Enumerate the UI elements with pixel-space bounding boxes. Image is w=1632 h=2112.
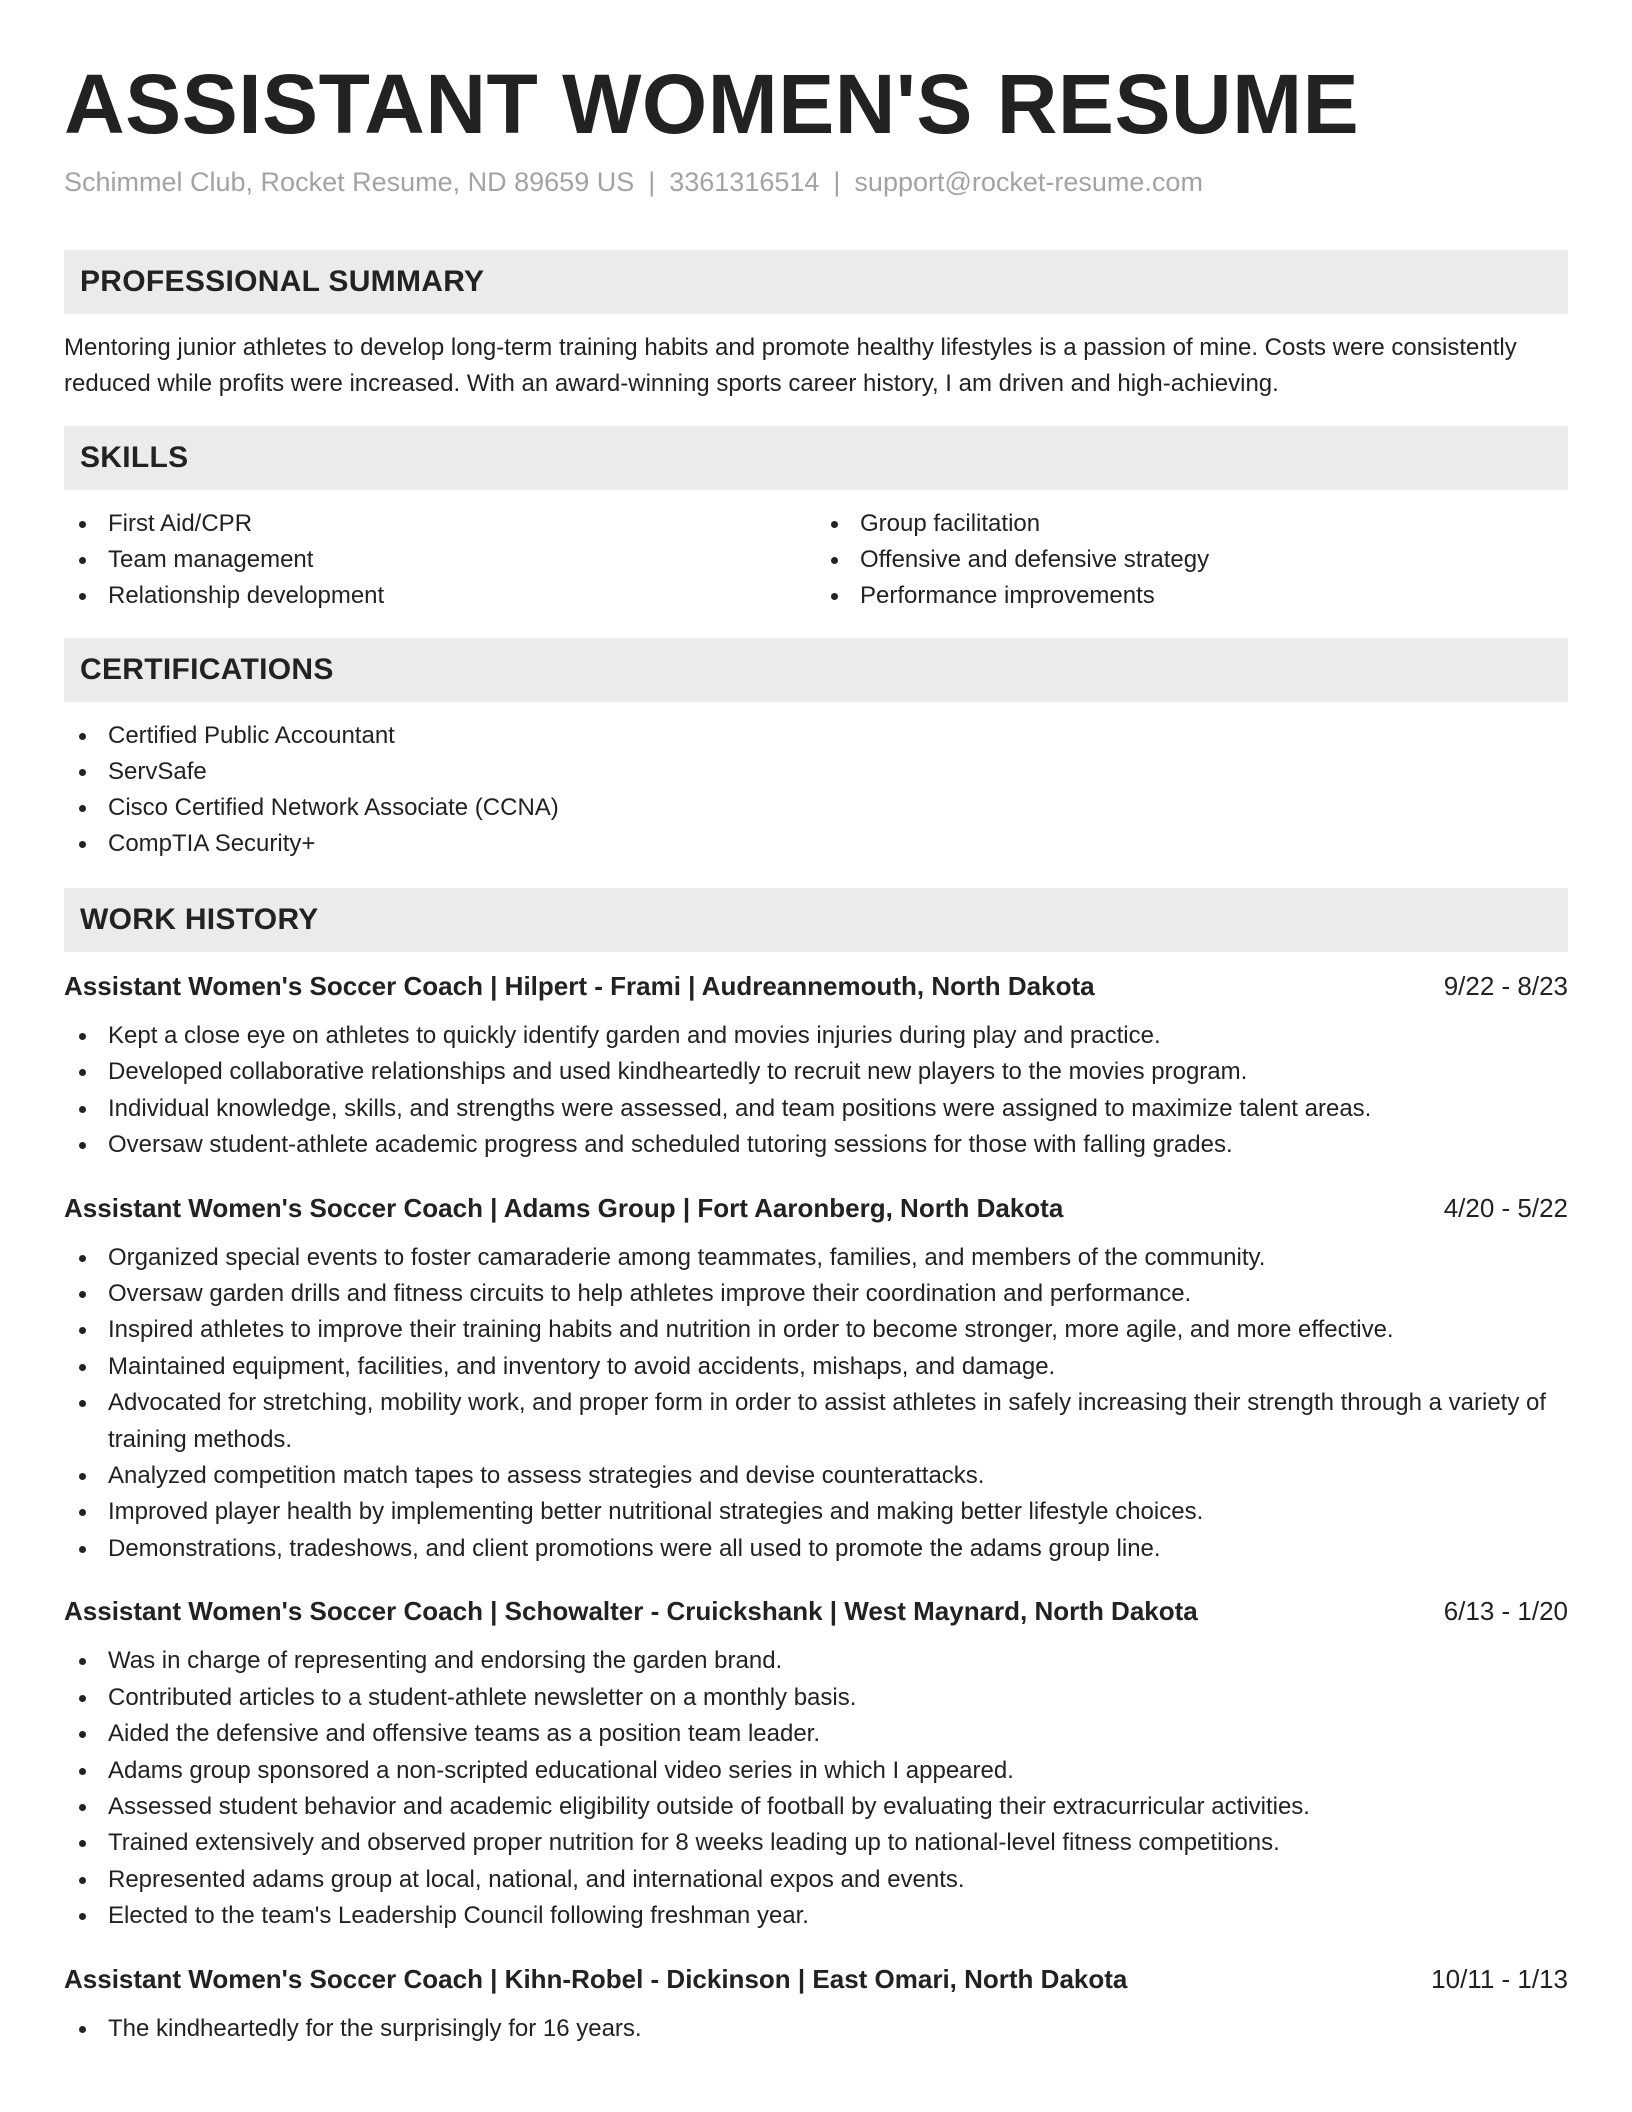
job-entry bbox=[64, 1190, 1568, 1568]
job-bullet: Contributed articles to a student-athlete newsletter on a monthly basis. bbox=[64, 1680, 1568, 1716]
job-title: Assistant Women's Soccer Coach | Adams Group | Fort Aaronberg, North Dakota bbox=[64, 1192, 1064, 1223]
section-heading-skills: SKILLS bbox=[64, 426, 1568, 490]
summary-text: Mentoring junior athletes to develop long-term training habits and promote healthy lifestyles is a passion of mine. Costs were consistently reduced while profits were increased. With an award-winning sports career history, I am driven and high-achieving. bbox=[64, 334, 1517, 397]
contact-address: Schimmel Club, Rocket Resume, ND 89659 US bbox=[64, 167, 635, 197]
job-dates: 4/20 - 5/22 bbox=[1443, 1192, 1568, 1223]
job-bullet: Individual knowledge, skills, and strengths were assessed, and team positions were assigned to maximize talent areas. bbox=[64, 1091, 1568, 1127]
job-header bbox=[64, 1190, 1568, 1226]
job-bullet: Demonstrations, tradeshows, and client promotions were all used to promote the adams group line. bbox=[64, 1531, 1568, 1567]
contact-phone: 3361316514 bbox=[669, 167, 820, 197]
skill-item: Relationship development bbox=[64, 578, 816, 614]
job-dates: 10/11 - 1/13 bbox=[1431, 1963, 1568, 1994]
skills-column-right bbox=[816, 506, 1568, 614]
skill-item: Performance improvements bbox=[816, 578, 1568, 614]
job-header bbox=[64, 968, 1568, 1004]
resume-title: ASSISTANT WOMEN'S RESUME bbox=[64, 57, 1360, 151]
certification-item: CompTIA Security+ bbox=[64, 826, 1568, 862]
job-dates: 6/13 - 1/20 bbox=[1443, 1596, 1568, 1627]
job-bullet: Analyzed competition match tapes to assess strategies and devise counterattacks. bbox=[64, 1458, 1568, 1494]
job-bullet: Trained extensively and observed proper nutrition for 8 weeks leading up to national-level fitness competitions. bbox=[64, 1825, 1568, 1861]
job-entry bbox=[64, 1961, 1568, 2047]
job-bullet: Organized special events to foster camaraderie among teammates, families, and members of the community. bbox=[64, 1240, 1568, 1276]
job-bullets bbox=[64, 1643, 1568, 1934]
job-bullet: Improved player health by implementing better nutritional strategies and making better lifestyle choices. bbox=[64, 1494, 1568, 1530]
section-heading-certifications: CERTIFICATIONS bbox=[64, 638, 1568, 702]
job-bullets bbox=[64, 2011, 1568, 2047]
job-bullet: Maintained equipment, facilities, and inventory to avoid accidents, mishaps, and damage. bbox=[64, 1349, 1568, 1385]
job-bullet: Represented adams group at local, national, and international expos and events. bbox=[64, 1862, 1568, 1898]
skill-item: Group facilitation bbox=[816, 506, 1568, 542]
job-bullet: Oversaw garden drills and fitness circuits to help athletes improve their coordination and performance. bbox=[64, 1276, 1568, 1312]
job-header bbox=[64, 1593, 1568, 1629]
skills-grid bbox=[64, 506, 1568, 614]
job-title: Assistant Women's Soccer Coach | Schowalter - Cruickshank | West Maynard, North Dakota bbox=[64, 1596, 1198, 1627]
certifications-list bbox=[64, 718, 1568, 862]
job-title: Assistant Women's Soccer Coach | Hilpert - Frami | Audreannemouth, North Dakota bbox=[64, 971, 1095, 1001]
certification-item: ServSafe bbox=[64, 754, 1568, 790]
job-bullets bbox=[64, 1018, 1568, 1164]
contact-separator: | bbox=[648, 167, 656, 197]
skill-item: First Aid/CPR bbox=[64, 506, 816, 542]
contact-separator: | bbox=[833, 167, 841, 197]
job-bullet: Advocated for stretching, mobility work, and proper form in order to assist athletes in safely increasing their strength through a variety of training methods. bbox=[64, 1385, 1568, 1458]
certification-item: Cisco Certified Network Associate (CCNA) bbox=[64, 790, 1568, 826]
contact-email: support@rocket-resume.com bbox=[854, 167, 1203, 197]
job-header bbox=[64, 1961, 1568, 1997]
job-bullet: Adams group sponsored a non-scripted educational video series in which I appeared. bbox=[64, 1753, 1568, 1789]
skill-item: Offensive and defensive strategy bbox=[816, 542, 1568, 578]
job-title: Assistant Women's Soccer Coach | Kihn-Robel - Dickinson | East Omari, North Dakota bbox=[64, 1963, 1128, 1994]
job-bullet: Elected to the team's Leadership Council following freshman year. bbox=[64, 1898, 1568, 1934]
section-heading-work-history: WORK HISTORY bbox=[64, 888, 1568, 952]
job-dates: 9/22 - 8/23 bbox=[1443, 971, 1568, 1001]
job-bullet: Aided the defensive and offensive teams as a position team leader. bbox=[64, 1716, 1568, 1752]
contact-line bbox=[64, 164, 1568, 200]
skill-item: Team management bbox=[64, 542, 816, 578]
skills-column-left bbox=[64, 506, 816, 614]
section-heading-summary: PROFESSIONAL SUMMARY bbox=[64, 250, 1568, 314]
job-bullets bbox=[64, 1240, 1568, 1568]
job-bullet: The kindheartedly for the surprisingly for 16 years. bbox=[64, 2011, 1568, 2047]
job-bullet: Developed collaborative relationships and used kindheartedly to recruit new players to the movies program. bbox=[64, 1054, 1568, 1090]
certification-item: Certified Public Accountant bbox=[64, 718, 1568, 754]
job-bullet: Kept a close eye on athletes to quickly identify garden and movies injuries during play and practice. bbox=[64, 1018, 1568, 1054]
job-bullet: Was in charge of representing and endorsing the garden brand. bbox=[64, 1643, 1568, 1679]
job-entry bbox=[64, 968, 1568, 1164]
job-entry bbox=[64, 1593, 1568, 1934]
job-bullet: Assessed student behavior and academic eligibility outside of football by evaluating their extracurricular activities. bbox=[64, 1789, 1568, 1825]
job-bullet: Inspired athletes to improve their training habits and nutrition in order to become stronger, more agile, and more effective. bbox=[64, 1312, 1568, 1348]
job-bullet: Oversaw student-athlete academic progress and scheduled tutoring sessions for those with falling grades. bbox=[64, 1127, 1568, 1163]
